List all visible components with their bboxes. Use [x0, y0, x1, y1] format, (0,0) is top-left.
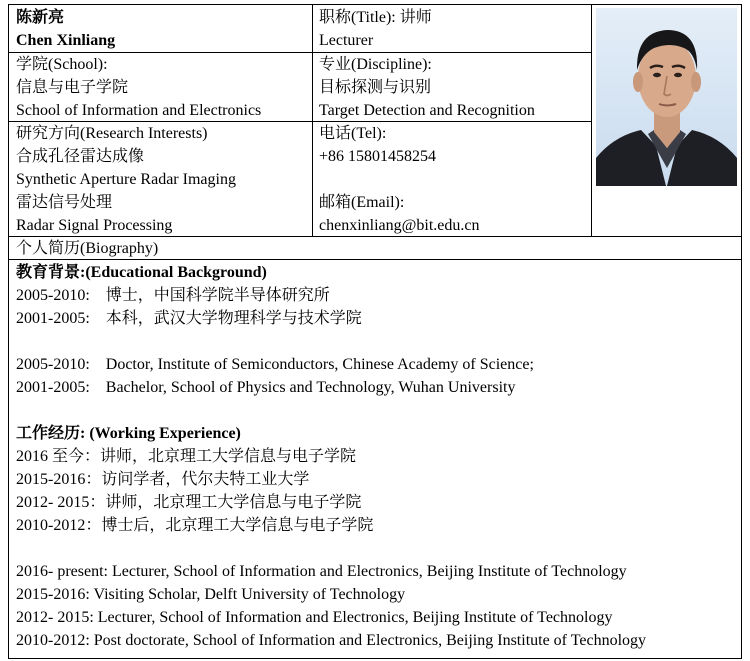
- tel-label: 电话(Tel):: [319, 125, 387, 142]
- work-item: 2012- 2015：讲师，北京理工大学信息与电子学院: [16, 494, 362, 511]
- work-item: 2015-2016: Visiting Scholar, Delft University of Technology: [16, 586, 406, 603]
- work-item: 2012- 2015: Lecturer, School of Information and Electronics, Beijing Institute of Technology: [16, 609, 613, 626]
- email-label: 邮箱(Email):: [319, 194, 405, 211]
- work-heading: 工作经历: (Working Experience): [16, 425, 241, 442]
- biography-body: [16, 261, 646, 652]
- school-cn: 信息与电子学院: [16, 79, 129, 96]
- title-cell: [319, 6, 432, 52]
- biography-header: [16, 237, 158, 260]
- work-item: 2010-2012：博士后，北京理工大学信息与电子学院: [16, 517, 374, 534]
- research-label: 研究方向(Research Interests): [16, 125, 208, 142]
- research-line: Radar Signal Processing: [16, 217, 173, 234]
- email-value: chenxinliang@bit.edu.cn: [319, 217, 480, 234]
- work-item: 2010-2012: Post doctorate, School of Information and Electronics, Beijing Institute of Technology: [16, 632, 647, 649]
- education-item: 2001-2005: Bachelor, School of Physics and Technology, Wuhan University: [16, 379, 516, 396]
- divider: [591, 4, 592, 236]
- discipline-en: Target Detection and Recognition: [319, 102, 535, 119]
- work-item: 2016- present: Lecturer, School of Information and Electronics, Beijing Institute of Technology: [16, 563, 627, 580]
- name-cell: [16, 6, 115, 52]
- school-label: 学院(School):: [16, 56, 108, 73]
- spacer: [16, 399, 646, 422]
- title-value: Lecturer: [319, 32, 374, 49]
- discipline-cn: 目标探测与识别: [319, 79, 432, 96]
- education-heading: 教育背景:(Educational Background): [16, 264, 267, 281]
- education-item: 2005-2010: 博士，中国科学院半导体研究所: [16, 287, 330, 304]
- tel-value: +86 15801458254: [319, 148, 437, 165]
- education-item: 2001-2005: 本科，武汉大学物理科学与技术学院: [16, 310, 362, 327]
- work-item: 2016 至今：讲师，北京理工大学信息与电子学院: [16, 448, 357, 465]
- title-label: 职称(Title): 讲师: [319, 9, 432, 26]
- name-cn: 陈新亮: [16, 9, 65, 26]
- discipline-cell: [319, 53, 535, 122]
- research-line: 合成孔径雷达成像: [16, 148, 145, 165]
- research-cell: [16, 122, 236, 237]
- school-en: School of Information and Electronics: [16, 102, 262, 119]
- education-item: 2005-2010: Doctor, Institute of Semiconductors, Chinese Academy of Science;: [16, 356, 534, 373]
- work-item: 2015-2016：访问学者，代尔夫特工业大学: [16, 471, 310, 488]
- portrait-illustration: [596, 8, 737, 186]
- spacer: [16, 330, 646, 353]
- name-en: Chen Xinliang: [16, 32, 116, 49]
- spacer: [16, 537, 646, 560]
- research-line: 雷达信号处理: [16, 194, 113, 211]
- school-cell: [16, 53, 261, 122]
- divider: [312, 4, 313, 236]
- spacer: [319, 168, 479, 191]
- discipline-label: 专业(Discipline):: [319, 56, 432, 73]
- portrait-photo: [596, 8, 737, 186]
- research-line: Synthetic Aperture Radar Imaging: [16, 171, 236, 188]
- biography-title: 个人简历(Biography): [16, 240, 159, 257]
- contact-cell: [319, 122, 479, 237]
